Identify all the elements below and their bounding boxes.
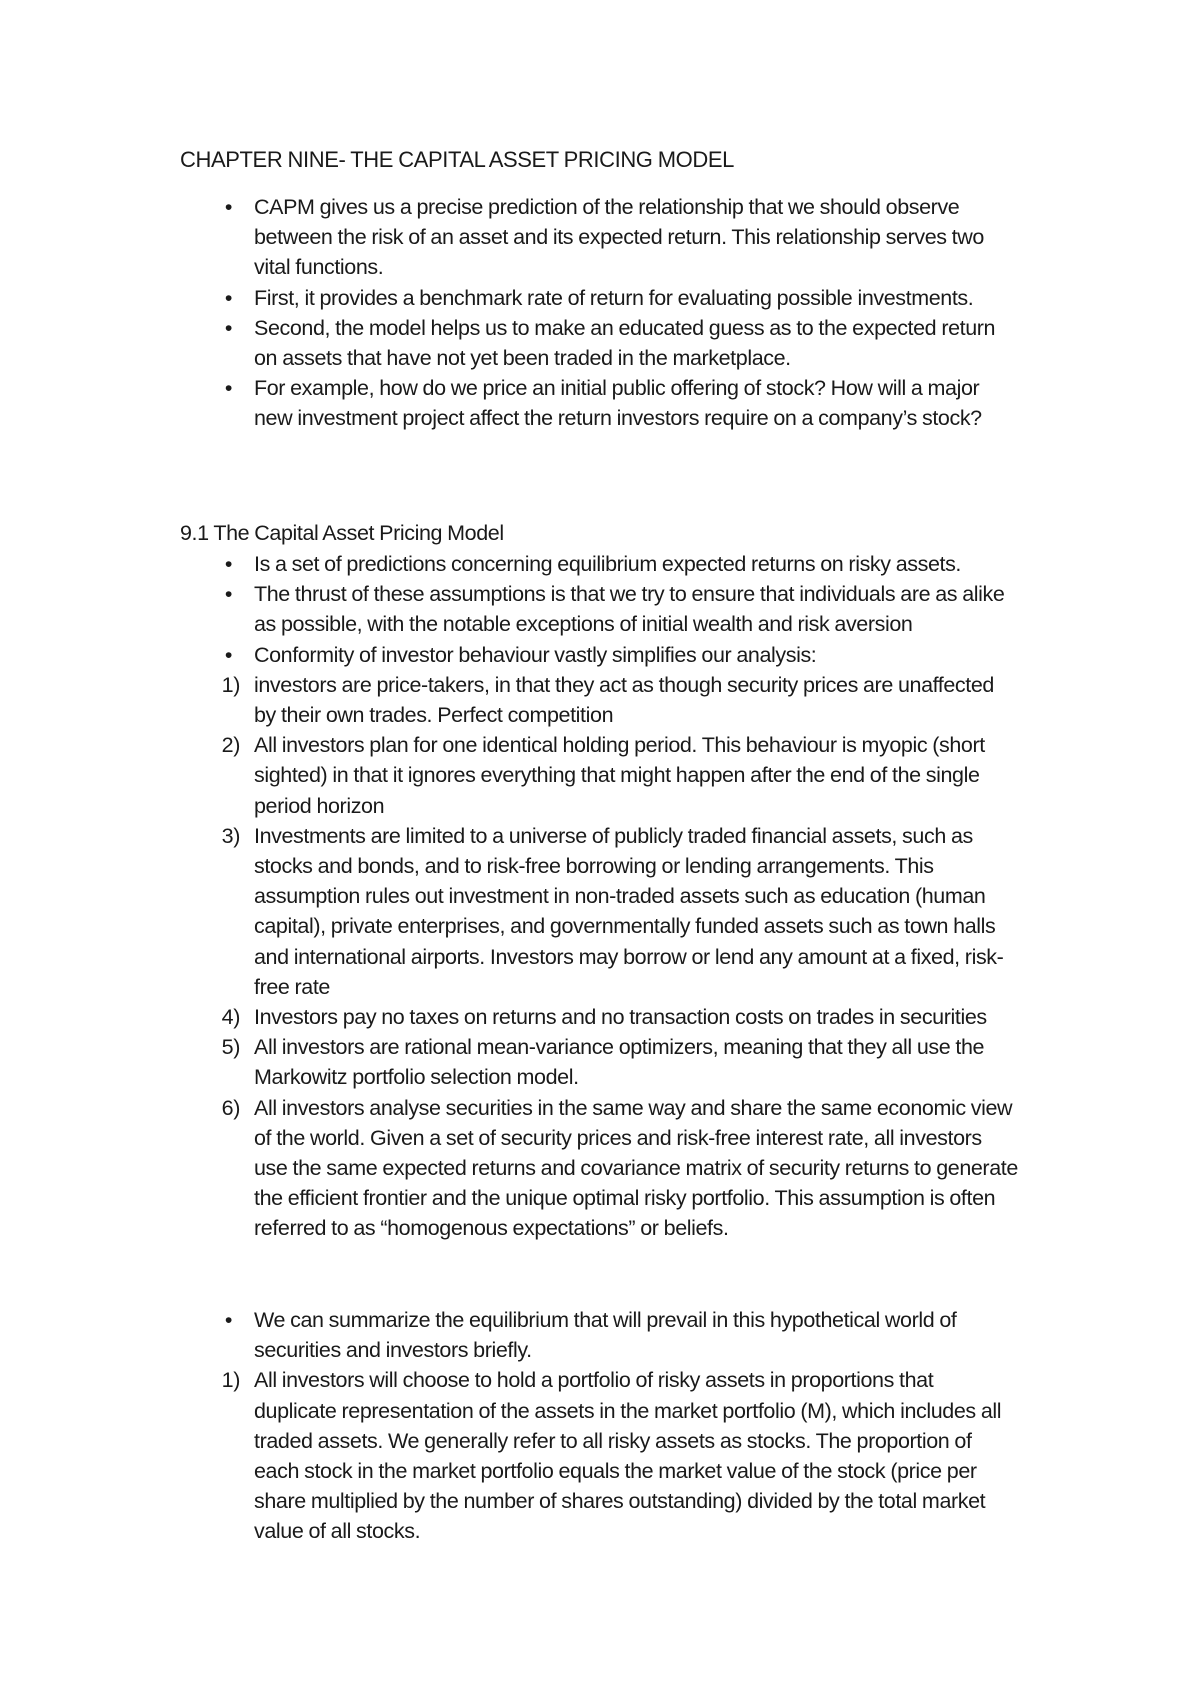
list-item xyxy=(180,821,1020,1002)
item-number: 4) xyxy=(221,1005,240,1030)
list-item xyxy=(180,1002,1020,1032)
bullet-text: The thrust of these assumptions is that we try to ensure that individuals are as alike as possible, with the notable exceptions of initial wealth and risk aversion xyxy=(254,582,1005,637)
bullet-text: Second, the model helps us to make an educated guess as to the expected return on assets that have not yet been traded in the marketplace. xyxy=(254,315,996,371)
item-text: All investors will choose to hold a portfolio of risky assets in proportions that duplicate representation of the assets in the market portfolio (M), which includes all traded assets. We generally refer to all risky assets as stocks. The proportion of each stock in the market portfolio equals the market value of the stock (price per share multiplied by the number of shares outstanding) divided by the total market value of all stocks. xyxy=(254,1368,1002,1544)
bullet-text: For example, how do we price an initial public offering of stock? How will a major new investment project affect the return investors require on a company’s stock? xyxy=(254,376,982,431)
item-number: 2) xyxy=(221,733,240,758)
list-item xyxy=(180,1093,1020,1244)
bullet-marker: • xyxy=(224,582,232,607)
bullet-marker: • xyxy=(224,376,232,401)
bullet-marker: • xyxy=(224,642,232,667)
bullet-marker: • xyxy=(224,1308,232,1332)
bullet-marker: • xyxy=(224,195,232,219)
item-text: Investors pay no taxes on returns and no transaction costs on trades in securities xyxy=(254,1005,987,1030)
section-heading: 9.1 The Capital Asset Pricing Model xyxy=(180,521,504,545)
item-number: 1) xyxy=(221,672,240,697)
chapter-title: CHAPTER NINE- THE CAPITAL ASSET PRICING MODEL xyxy=(180,147,734,172)
list-item xyxy=(180,640,1020,670)
list-item xyxy=(180,373,1020,433)
item-number: 5) xyxy=(221,1035,240,1060)
item-text: Investments are limited to a universe of publicly traded financial assets, such as stocks and bonds, and to risk-free borrowing or lending arrangements. This assumption rules out investment in non-traded assets such as education (human capital), private enterprises, and governmentally funded assets such as town halls and international airports. Investors may borrow or lend any amount at a fixed, risk-free rate xyxy=(254,823,1004,999)
bullet-text: First, it provides a benchmark rate of return for evaluating possible investments. xyxy=(254,285,974,310)
item-number: 6) xyxy=(221,1095,240,1120)
list-item xyxy=(180,313,1020,373)
list-item xyxy=(180,1365,1020,1546)
bullet-marker: • xyxy=(224,552,232,576)
intro-bullet-list xyxy=(180,192,1020,434)
bullet-text: CAPM gives us a precise prediction of the relationship that we should observe between the risk of an asset and its expected return. This relationship serves two vital functions. xyxy=(254,195,984,280)
list-item xyxy=(180,730,1020,821)
item-text: All investors analyse securities in the same way and share the same economic view of the world. Given a set of security prices and risk-free interest rate, all investors use the same expected returns and covariance matrix of security returns to generate the efficient frontier and the unique optimal risky portfolio. This assumption is often referred to as “homogenous expectations” or beliefs. xyxy=(254,1095,1018,1241)
item-text: All investors are rational mean-variance optimizers, meaning that they all use the Markowitz portfolio selection model. xyxy=(254,1035,985,1090)
item-number: 1) xyxy=(221,1368,240,1393)
item-text: All investors plan for one identical holding period. This behaviour is myopic (short sighted) in that it ignores everything that might happen after the end of the single period horizon xyxy=(254,733,985,818)
item-number: 3) xyxy=(221,823,240,848)
list-item xyxy=(180,579,1020,639)
bullet-marker: • xyxy=(224,315,232,340)
bullet-text: We can summarize the equilibrium that will prevail in this hypothetical world of securities and investors briefly. xyxy=(254,1308,957,1363)
list-item xyxy=(180,192,1020,283)
list-item xyxy=(180,549,1020,579)
list-item xyxy=(180,283,1020,313)
list-item xyxy=(180,670,1020,730)
bullet-text: Is a set of predictions concerning equilibrium expected returns on risky assets. xyxy=(254,552,962,576)
bullet-text: Conformity of investor behaviour vastly simplifies our analysis: xyxy=(254,642,817,667)
list-item xyxy=(180,1032,1020,1092)
item-text: investors are price-takers, in that they act as though security prices are unaffected by their own trades. Perfect competition xyxy=(254,672,994,728)
section-bullet-list xyxy=(180,549,1020,1244)
bullet-marker: • xyxy=(224,285,232,310)
list-item xyxy=(180,1305,1020,1365)
summary-list xyxy=(180,1305,1020,1547)
